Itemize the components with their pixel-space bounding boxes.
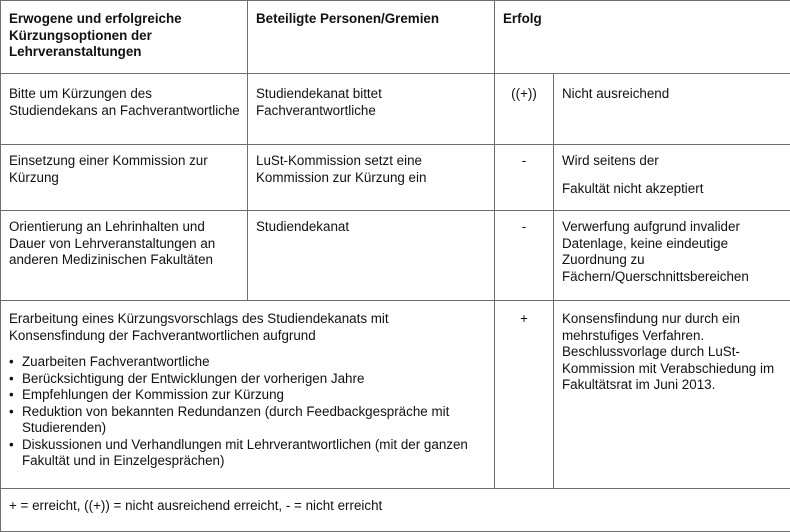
option-cell: [1, 145, 248, 211]
result-cell: [554, 211, 790, 301]
list-item: • Diskussionen und Verhandlungen mit Lehrverantwortlichen (mit der ganzen Fakultät und in Einzelgesprächen): [9, 437, 488, 470]
header-success: Erfolg: [495, 1, 790, 28]
persons-cell: [248, 211, 495, 301]
option-text: Einsetzung einer Kommission zur Kürzung: [1, 145, 247, 186]
list-item: • Berücksichtigung der Entwicklungen der vorherigen Jahre: [9, 371, 488, 388]
symbol-cell: [495, 74, 554, 145]
table-row: [1, 211, 790, 301]
header-cell-success: [495, 1, 790, 74]
legend-row: [1, 489, 790, 532]
list-item: • Empfehlungen der Kommission zur Kürzung: [9, 387, 488, 404]
persons-cell: [248, 74, 495, 145]
result-text: Konsensfindung nur durch ein mehrstufiges Verfahren. Beschlussvorlage durch LuSt-Kommission mit Verabschiedung im Fakultätsrat im Juni 2013.: [554, 301, 790, 394]
success-symbol: -: [495, 145, 553, 170]
measure-list: [9, 354, 488, 470]
success-symbol: -: [495, 211, 553, 236]
persons-text: Studiendekanat bittet Fachverantwortliche: [248, 74, 494, 119]
result-text-line1: Wird seitens der: [562, 153, 784, 170]
option-cell: [1, 211, 248, 301]
header-options: Erwogene und erfolgreiche Kürzungsoptionen der Lehrveranstaltungen: [1, 1, 247, 61]
result-text-line2: Fakultät nicht akzeptiert: [562, 181, 784, 198]
success-symbol: ((+)): [495, 74, 553, 103]
table-row: [1, 145, 790, 211]
persons-text: Studiendekanat: [248, 211, 494, 236]
symbol-cell: [495, 301, 554, 489]
legend-text: + = erreicht, ((+)) = nicht ausreichend erreicht, - = nicht erreicht: [1, 489, 790, 515]
persons-cell: [248, 145, 495, 211]
result-cell: [554, 145, 790, 211]
legend-cell: [1, 489, 790, 532]
option-text: Orientierung an Lehrinhalten und Dauer von Lehrveranstaltungen an anderen Medizinischen Fakultäten: [1, 211, 247, 269]
result-text: Verwerfung aufgrund invalider Datenlage, keine eindeutige Zuordnung zu Fächern/Querschnittsbereichen: [554, 211, 790, 285]
table-row: [1, 301, 790, 489]
symbol-cell: [495, 145, 554, 211]
success-symbol: +: [495, 301, 553, 328]
option-text: Erarbeitung eines Kürzungsvorschlags des Studiendekanats mit Konsensfindung der Fachverantwortlichen aufgrund: [9, 311, 488, 344]
option-text: Bitte um Kürzungen des Studiendekans an Fachverantwortliche: [1, 74, 247, 119]
symbol-cell: [495, 211, 554, 301]
result-cell: [554, 74, 790, 145]
option-cell: [1, 74, 248, 145]
result-cell: [554, 301, 790, 489]
header-persons: Beteiligte Personen/Gremien: [248, 1, 494, 28]
option-cell-wide: [1, 301, 495, 489]
list-item: • Zuarbeiten Fachverantwortliche: [9, 354, 488, 371]
list-item: • Reduktion von bekannten Redundanzen (durch Feedbackgespräche mit Studierenden): [9, 404, 488, 437]
result-text: Nicht ausreichend: [554, 74, 790, 103]
table-header-row: [1, 1, 790, 74]
table-row: [1, 74, 790, 145]
header-cell-persons: [248, 1, 495, 74]
header-cell-options: [1, 1, 248, 74]
persons-text: LuSt-Kommission setzt eine Kommission zur Kürzung ein: [248, 145, 494, 186]
